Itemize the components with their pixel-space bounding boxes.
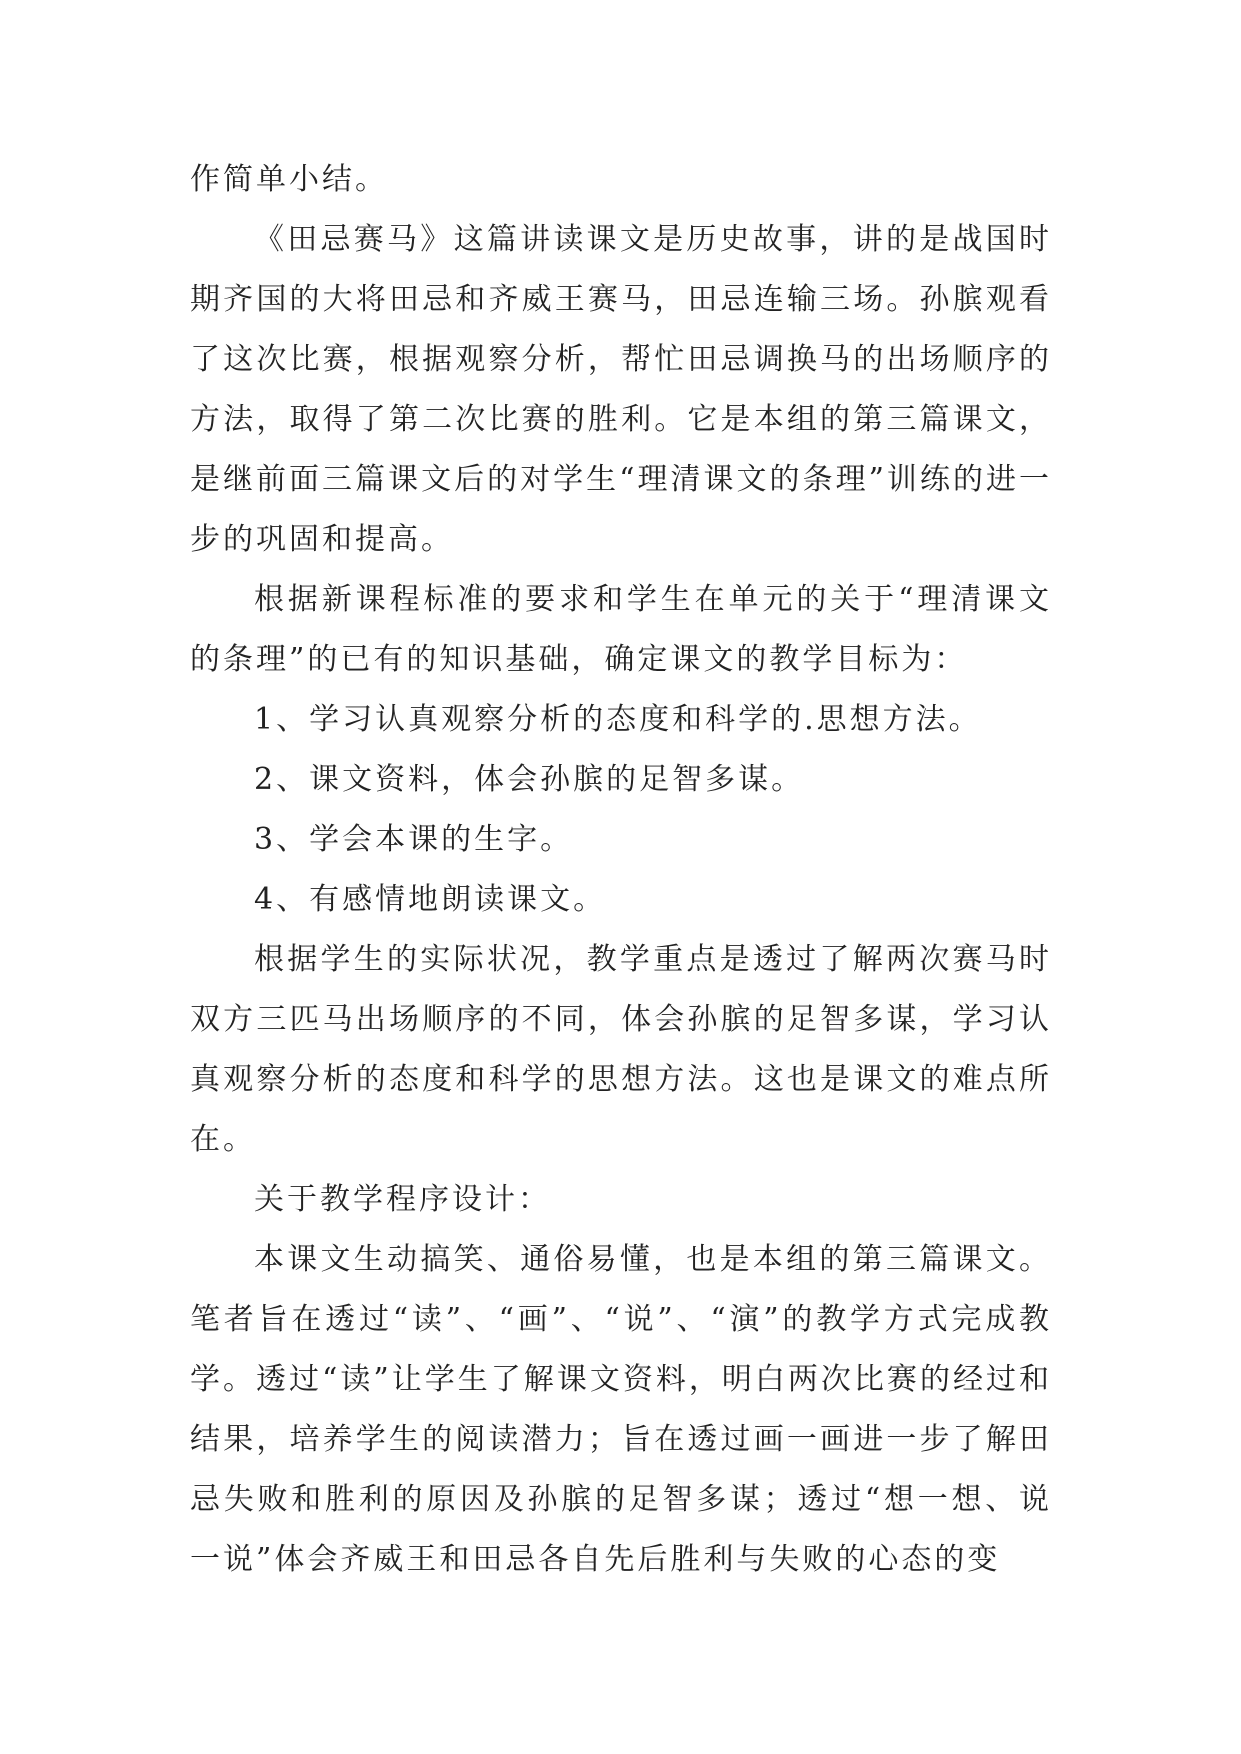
paragraph-lesson-intro: 《田忌赛马》这篇讲读课文是历史故事，讲的是战国时期齐国的大将田忌和齐威王赛马，田忌连输三场。孙膑观看了这次比赛，根据观察分析，帮忙田忌调换马的出场顺序的方法，取得了第二次比赛的胜利。它是本组的第三篇课文，是继前面三篇课文后的对学生“理清课文的条理”训练的进一步的巩固和提高。 (190, 222, 1052, 557)
list-item-goal-2: 2、课文资料，体会孙膑的足智多谋。 (254, 762, 805, 797)
list-item-goal-1: 1、学习认真观察分析的态度和科学的.思想方法。 (254, 702, 982, 737)
list-item-goal-4: 4、有感情地朗读课文。 (254, 882, 607, 917)
paragraph-summary-tail: 作简单小结。 (190, 162, 388, 197)
paragraph-goals-intro: 根据新课程标准的要求和学生在单元的关于“理清课文的条理”的已有的知识基础，确定课文的教学目标为： (190, 582, 1052, 677)
paragraph-procedure-body: 本课文生动搞笑、通俗易懂，也是本组的第三篇课文。笔者旨在透过“读”、“画”、“说”、“演”的教学方式完成教学。透过“读”让学生了解课文资料，明白两次比赛的经过和结果，培养学生的阅读潜力；旨在透过画一画进一步了解田忌失败和胜利的原因及孙膑的足智多谋；透过“想一想、说一说”体会齐威王和田忌各自先后胜利与失败的心态的变 (190, 1242, 1052, 1577)
paragraph-procedure-heading: 关于教学程序设计： (254, 1182, 551, 1217)
list-item-goal-3: 3、学会本课的生字。 (254, 822, 574, 857)
document-body (190, 150, 1052, 1590)
paragraph-key-points: 根据学生的实际状况，教学重点是透过了解两次赛马时双方三匹马出场顺序的不同，体会孙膑的足智多谋，学习认真观察分析的态度和科学的思想方法。这也是课文的难点所在。 (190, 942, 1052, 1157)
